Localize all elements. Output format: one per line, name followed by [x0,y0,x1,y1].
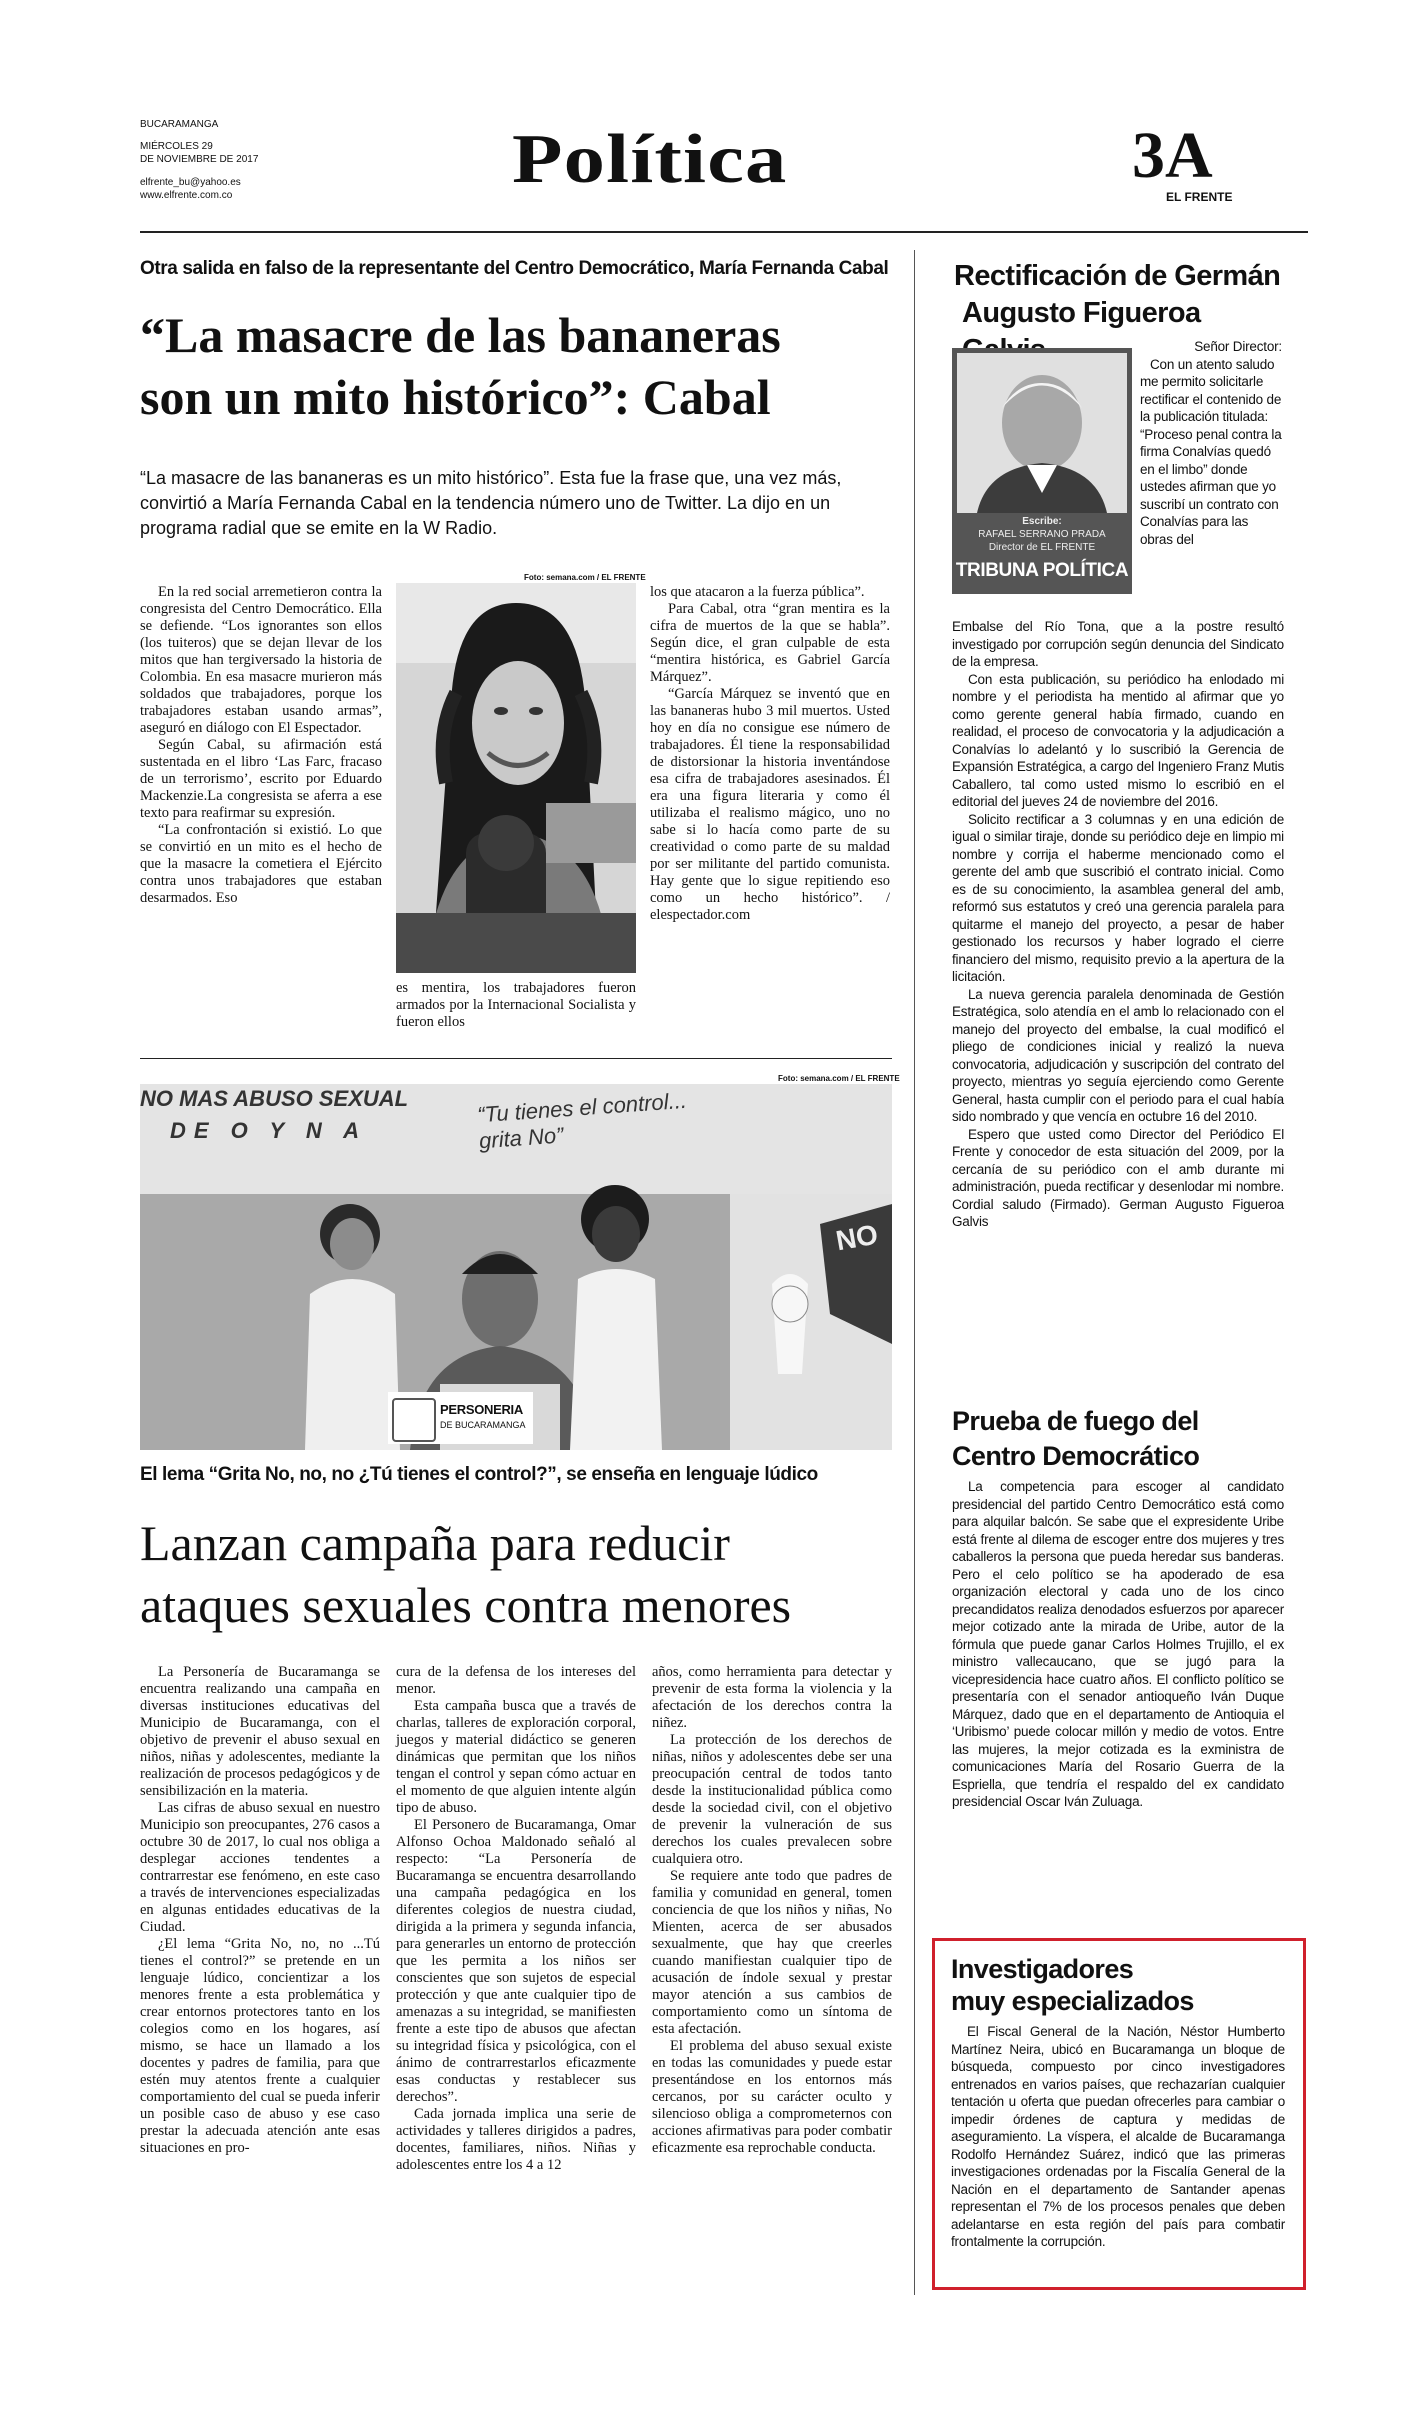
campaign-headline-line-2: ataques sexuales contra menores [140,1577,792,1633]
rectification-beside-photo [1140,338,1282,548]
campaign-col1-p1: La Personería de Bucaramanga se encuentra realizando una campaña en diversas instituciones educativas del Municipio de Bucaramanga, con el objetivo de prevenir el abuso sexual en niños, niñas y adolescentes, mediante la realización de procesos pedagógicos y de sensibilización en la materia. [140,1664,380,1799]
cabal-col3-p3: “García Márquez se inventó que en las bananeras hubo 3 mil muertos. Usted hoy en día no consigue ese número de trabajadores. Él tiene la responsabilidad de distorsionar la historia inventándose esa cifra de trabajadores asesinados. Él era una figura literaria y como él utilizaba el realismo mágico, uno no sabe si lo hacía como parte de su creatividad o como parte de su maldad por ser militante del partido comunista. Hay gente que lo sigue repitiendo eso como un hecho histórico”. / elespectador.com [650,686,890,923]
cabal-col1-p3: “La confrontación si existió. Lo que se convirtió en un mito es el hecho de que la masacre la cometiera el Ejército contra unos trabajadores que estaban desarmados. Eso [140,822,382,906]
banner-text-1: NO MAS ABUSO SEXUAL [140,1086,409,1111]
poster-text: “Tu tienes el control... grita No” [476,1087,688,1154]
campaign-photo [140,1084,892,1450]
rectification-title-line-1: Rectificación de Germán [954,260,1281,292]
investigadores-box [932,1938,1306,2290]
campaign-col1-p2: Las cifras de abuso sexual en nuestro Municipio son preocupantes, 276 casos a octubre 30 de 2017, lo cual nos obliga a desplegar acciones tendentes a contrarrestar ese fenómeno, en este caso a través de intervenciones especializadas en algunas entidades educativas de la Ciudad. [140,1800,380,1935]
email-link[interactable]: elfrente_bu@yahoo.es [140,177,241,188]
personeria-logo-icon [392,1398,436,1442]
rectification-title-line-2: Augusto Figueroa [962,297,1201,329]
rectification-p4: La nueva gerencia paralela denominada de Gestión Estratégica, solo atendía en el amb lo relacionado con el manejo del proyecto del embalse, la cual modificó el pliego de condiciones inicial y realizó la nueva convocatoria, adjudicación y suscripción del contrato del proyecto, mientras yo seguía ejerciendo como Gerente General, hasta cumplir con el periodo para el cual había sido nombrado y que vencía en octubre 16 del 2010. [952,986,1284,1124]
prueba-title-line-2: Centro Democrático [952,1441,1200,1471]
byline-name: RAFAEL SERRANO PRADA [978,529,1106,540]
prueba-title [952,1404,1282,1474]
rectification-p1: Embalse del Río Tona, que a la postre resultó investigado por corrupción según denuncia del Sindicato de la empresa. [952,619,1284,669]
rectification-opening: Con un atento saludo me permito solicitarle rectificar el contenido de la publicación titulada: “Proceso penal contra la firma Conalvías quedó en el limbo” donde ustedes afirman que yo suscribí un contrato con Conalvías para las obras del [1140,356,1282,547]
investigadores-title-line-1: Investigadores [951,1954,1134,1984]
rectification-p2: Con esta publicación, su periódico ha enlodado mi nombre y el periodista ha mentido al afirmar que yo como gerente general había firmado, cuando en realidad, el proceso de convocatoria y la adjudicación a Conalvías lo adelantó y lo suscribió la Gerencia de Expansión Estratégica, a cargo del Ingeniero Franz Mutis Caballero, tal como usted mismo lo escribió en el editorial del jueves 24 de noviembre del 2016. [952,671,1284,809]
cabal-headline-line-1: “La masacre de las bananeras [140,307,781,363]
masthead-info [140,118,258,202]
cabal-headline-line-2: son un mito histórico”: Cabal [140,369,771,425]
rectification-body [952,618,1284,1231]
section-title: Política [512,121,788,198]
cabal-col2-bottom: es mentira, los trabajadores fueron armados por la Internacional Socialista y fueron ellos [396,980,636,1030]
rectification-p5: Espero que usted como Director del Periódico El Frente y conocedor de esta situación del 2009, por la cercanía de su periódico con el amb durante mi administración, pueda rectificar y desenlodar mi nombre. Cordial saludo (Firmado). German Augusto Figueroa Galvis [952,1126,1284,1229]
personeria-logo [388,1392,533,1444]
cabal-headline [140,304,900,428]
prueba-body [952,1478,1284,1811]
author-photo [957,353,1127,513]
cabal-col1-p1: En la red social arremetieron contra la congresista del Centro Democrático. Ella se defiende. “Los ignorantes son ellos (los tuiteros) que se dejan llevar de los mitos que han tergiversado la historia de Colombia. En esa masacre murieron más soldados que trabajadores, porque los trabajadores estaban usando armas”, aseguró en diálogo con El Espectador. [140,584,382,736]
date-line-1: MIÉRCOLES 29 [140,141,213,152]
campaign-col2-p4: Cada jornada implica una serie de actividades y talleres dirigidos a padres, docentes, familiares, niños. Niñas y adolescentes entre los 4 a 12 [396,2106,636,2173]
campaign-photo-credit: Foto: semana.com / EL FRENTE [778,1074,900,1083]
byline-label: Escribe: [1022,516,1062,527]
campaign-column-2 [396,1664,636,2174]
column-name: TRIBUNA POLÍTICA [955,560,1129,581]
date-line-2: DE NOVIEMBRE DE 2017 [140,154,259,165]
cabal-portrait-image [396,583,636,973]
paper-name: EL FRENTE [1166,190,1233,204]
campaign-col1-p3: ¿El lema “Grita No, no, no ...Tú tienes el control?” se pretende en un lenguaje lúdico, concientizar a los menores frente a esta problemática y crear entornos protectores tanto en los colegios como en los hogares, así mismo, se hace un llamado a los docentes y padres de familia, para que estén muy atentos frente a cualquier comportamiento del cual se pueda inferir un posible caso de abuso y ese caso prestar la adecuada atención ante esas situaciones en pro- [140,1936,380,2156]
prueba-title-line-1: Prueba de fuego del [952,1406,1199,1436]
column-separator [914,250,915,2295]
cabal-col3-p1: los que atacaron a la fuerza pública”. [650,584,865,600]
cabal-kicker: Otra salida en falso de la representante del Centro Democrático, María Fernanda Cabal [140,258,889,279]
campaign-col2-p1: cura de la defensa de los intereses del menor. [396,1664,636,1697]
campaign-column-3 [652,1664,892,2157]
investigadores-title [951,1953,1291,2017]
sign-text: NO [833,1218,881,1257]
personeria-logo-text-2: DE BUCARAMANGA [440,1420,526,1430]
personeria-logo-text-1: PERSONERIA [440,1402,523,1417]
prueba-p1: La competencia para escoger al candidato presidencial del partido Centro Democrático está como para alquilar balcón. Se sabe que el expresidente Uribe está frente al dilema de escoger entre dos mujeres y tres caballeros la persona que pueda heredar sus banderas. Pero el celo político se ha apoderado de esa organización electoral y cada uno de los cinco precandidatos realiza denodados esfuerzos por aparecer mejor cotizado ante la mirada de Uribe, autor de la fórmula que puede ganar Carlos Holmes Trujillo, el ex ministro vallecaucano, que se jugó para la vicepresidencia hace cuatro años. El conflicto político se presentaría con el senador antioqueño Iván Duque Márquez, dado que en el departamento de Antioquia el ‘Uribismo’ puede colocar millón y medio de votos. Entre las mujeres, la mejor cotizada es la exministra de comunicaciones María del Rosario Guerra de la Espriella, que tendría el respaldo del ex candidato presidencial Oscar Iván Zuluaga. [952,1479,1284,1809]
masthead-rule [140,231,1308,233]
cabal-col1-p2: Según Cabal, su afirmación está sustentada en el libro ‘Las Farc, fracaso de un terrorismo’, escrito por Eduardo Mackenzie.La congresista se aferra a ese texto para reafirmar su expresión. [140,737,382,821]
investigadores-body [951,2023,1285,2251]
campaign-headline [140,1512,900,1636]
cabal-column-3 [650,584,890,924]
campaign-col3-p4: El problema del abuso sexual existe en todas las comunidades y puede estar presentándose en los entornos más cercanos, por su carácter oculto y silencioso obliga a comprometernos con acciones afirmativas para poder combatir eficazmente esa reprochable conducta. [652,2038,892,2156]
section-divider [140,1058,892,1059]
campaign-col3-p2: La protección de los derechos de niñas, niños y adolescentes debe ser una preocupación central de todos tanto desde la institucionalidad pública como desde la sociedad civil, con el objetivo de prevenir la vulneración de sus derechos los cuales prevalecen sobre cualquiera otro. [652,1732,892,1867]
campaign-col2-p3: El Personero de Bucaramanga, Omar Alfonso Ochoa Maldonado señaló al respecto: “La Personería de Bucaramanga se encuentra desarrollando una campaña pedagógica en los diferentes colegios de nuestra ciudad, dirigida a la primera y segunda infancia, para generarles un entorno de protección que les permita a los niños ser conscientes que son sujetos de especial protección y que ante cualquier tipo de amenazas a su integridad, se manifiesten frente a este tipo de abusos que afectan su integridad física y psicológica, con el ánimo de contrarrestarlos eficazmente esas conductas y restablecer sus derechos”. [396,1817,636,2105]
website-link[interactable]: www.elfrente.com.co [140,190,233,201]
page-number: 3A [1132,119,1213,192]
cabal-column-1 [140,584,382,907]
byline-role: Director de EL FRENTE [988,542,1096,553]
cabal-photo-credit: Foto: semana.com / EL FRENTE [524,573,646,582]
campaign-column-1 [140,1664,380,2157]
cabal-photo [396,583,636,973]
investigadores-p1: El Fiscal General de la Nación, Néstor Humberto Martínez Neira, ubicó en Bucaramanga un bloque de búsqueda, compuesto por cinco investigadores entrenados en varios países, que rechazarían cualquier tentación u oferta que puedan ofrecerles para cambiar o impedir órdenes de captura y medidas de aseguramiento. La víspera, el alcalde de Bucaramanga Rodolfo Hernández Suárez, indicó que las primeras investigaciones ordenadas por la Fiscalía General de la Nación en el departamento de Santander apenas representan el 7% de los procesos penales que deben adelantarse en esta región del país para combatir frontalmente la corrupción. [951,2024,1285,2249]
campaign-col3-p3: Se requiere ante todo que padres de familia y comunidad en general, tomen conciencia de que los niños y niñas, No Mienten, acerca de ser abusados sexualmente, que hay que creerles cuando manifiestan cualquier tipo de acusación de índole sexual y prestar mayor atención a sus cambios de comportamiento como un síntoma de esta afectación. [652,1868,892,2037]
campaign-headline-line-1: Lanzan campaña para reducir [140,1515,730,1571]
campaign-col2-p2: Esta campaña busca que a través de charlas, talleres de exploración corporal, juegos y material didáctico se generen dinámicas que permitan que los niños tengan el control y sepan cómo actuar en el momento de que alguien intente algún tipo de abuso. [396,1698,636,1816]
cabal-col3-p2: Para Cabal, otra “gran mentira es la cifra de muertos de la que se habla”. Según dice, el gran culpable de esta “mentira histórica, es Gabriel García Márquez”. [650,601,890,685]
banner-text-2: DE O Y N A [170,1118,367,1143]
rectification-p3: Solicito rectificar a 3 columnas y en una edición de igual o similar tiraje, donde su periódico deje en limpio mi nombre y corrija el haberme mencionado como el gerente del amb que suscribió el contrato inicial. Como es de su conocimiento, la asamblea general del amb, reformó sus estatutos y creó una gerencia paralela para quitarme el manejo del proyecto, a pesar de haber gestionado los recursos y haber logrado el cierre financiero del mismo, requisito previo a la apertura de la licitación. [952,811,1284,984]
city-label: BUCARAMANGA [140,119,219,130]
cabal-lead: “La masacre de las bananeras es un mito histórico”. Esta fue la frase que, una vez más, convirtió a María Fernanda Cabal en la tendencia número uno de Twitter. La dijo en un programa radial que se emite en la W Radio. [140,468,842,538]
campaign-col3-p1: años, como herramienta para detectar y prevenir de esta forma la violencia y la afectación de los derechos contra la niñez. [652,1664,892,1731]
tribuna-box [952,348,1132,594]
investigadores-title-line-2: muy especializados [951,1986,1194,2016]
campaign-caption: El lema “Grita No, no, no ¿Tú tienes el control?”, se enseña en lenguaje lúdico [140,1464,818,1485]
rectification-salutation: Señor Director: [1194,339,1282,354]
